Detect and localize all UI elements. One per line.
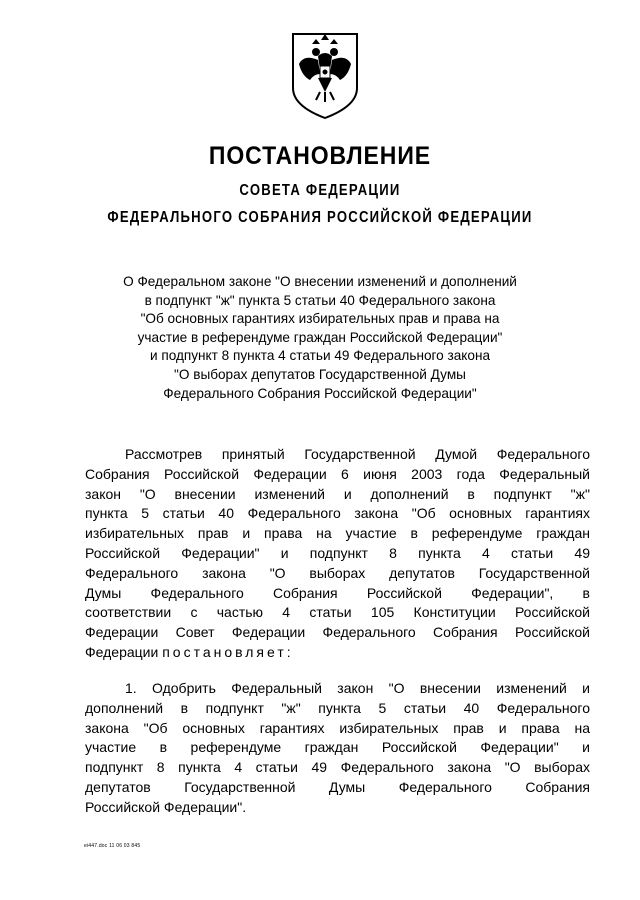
paragraph-line: избирательных прав и права на участие в референдуме граждан	[85, 525, 590, 542]
paragraph-line	[85, 643, 590, 663]
paragraph-line: дополнений в подпункт "ж" пункта 5 статьи 40 Федерального	[85, 699, 590, 716]
state-emblem-icon	[290, 30, 360, 120]
paragraph-line: Российской Федерации".	[85, 798, 247, 815]
paragraph-line: закон "О внесении изменений и дополнений в подпункт "ж"	[85, 485, 590, 502]
heading-line: участие в референдуме граждан Российской Федерации"	[137, 329, 503, 345]
heading-line: О Федеральном законе "О внесении изменений и дополнений	[123, 274, 517, 289]
paragraph-line: Федерации Совет Федерации Федерального Собрания Российской	[85, 624, 590, 641]
paragraph-line: Федерального закона "О выборах депутатов Государственной	[85, 564, 590, 581]
preamble-paragraph	[85, 445, 590, 663]
paragraph-line: подпункт 8 пункта 4 статьи 49 Федерального закона "О выборах	[85, 759, 590, 776]
document-heading	[0, 273, 640, 403]
heading-line: и подпункт 8 пункта 4 статьи 49 Федерального закона	[149, 348, 491, 364]
paragraph-text: Федерации	[85, 643, 163, 660]
paragraph-line: соответствии с частью 4 статьи 105 Конституции Российской	[85, 604, 590, 621]
resolves-text: постановляет:	[162, 643, 294, 660]
issuer-line-1: СОВЕТА ФЕДЕРАЦИИ	[239, 182, 401, 199]
heading-line: в подпункт "ж" пункта 5 статьи 40 Федерального закона	[144, 292, 496, 308]
paragraph-line: закона "Об основных гарантиях избирательных прав и права на	[85, 719, 590, 736]
paragraph-line: пункта 5 статьи 40 Федерального закона "Об основных гарантиях	[85, 505, 590, 522]
paragraph-line: Собрания Российской Федерации 6 июня 2003 года Федеральный	[85, 465, 590, 482]
heading-line: Федерального Собрания Российской Федерации"	[163, 385, 477, 401]
footer-doc-code: ei447.doc 11 06 03 845	[84, 843, 141, 849]
issuer-line-2: ФЕДЕРАЛЬНОГО СОБРАНИЯ РОССИЙСКОЙ ФЕДЕРАЦИИ	[107, 209, 533, 226]
document-title: ПОСТАНОВЛЕНИЕ	[208, 142, 432, 170]
item-1-paragraph	[85, 679, 590, 818]
paragraph-line: депутатов Государственной Думы Федерального Собрания	[85, 778, 590, 795]
paragraph-line: Рассмотрев принятый Государственной Думой Федерального	[125, 446, 590, 462]
heading-line: "Об основных гарантиях избирательных прав и права на	[140, 311, 500, 327]
paragraph-line: Думы Федерального Собрания Российской Федерации", в	[85, 584, 590, 601]
paragraph-line: 1. Одобрить Федеральный закон "О внесении изменений и	[125, 680, 590, 696]
paragraph-line: Российской Федерации" и подпункт 8 пункта 4 статьи 49	[85, 544, 590, 561]
paragraph-line: участие в референдуме граждан Российской Федерации" и	[85, 739, 590, 756]
heading-line: "О выборах депутатов Государственной Думы	[174, 366, 466, 382]
